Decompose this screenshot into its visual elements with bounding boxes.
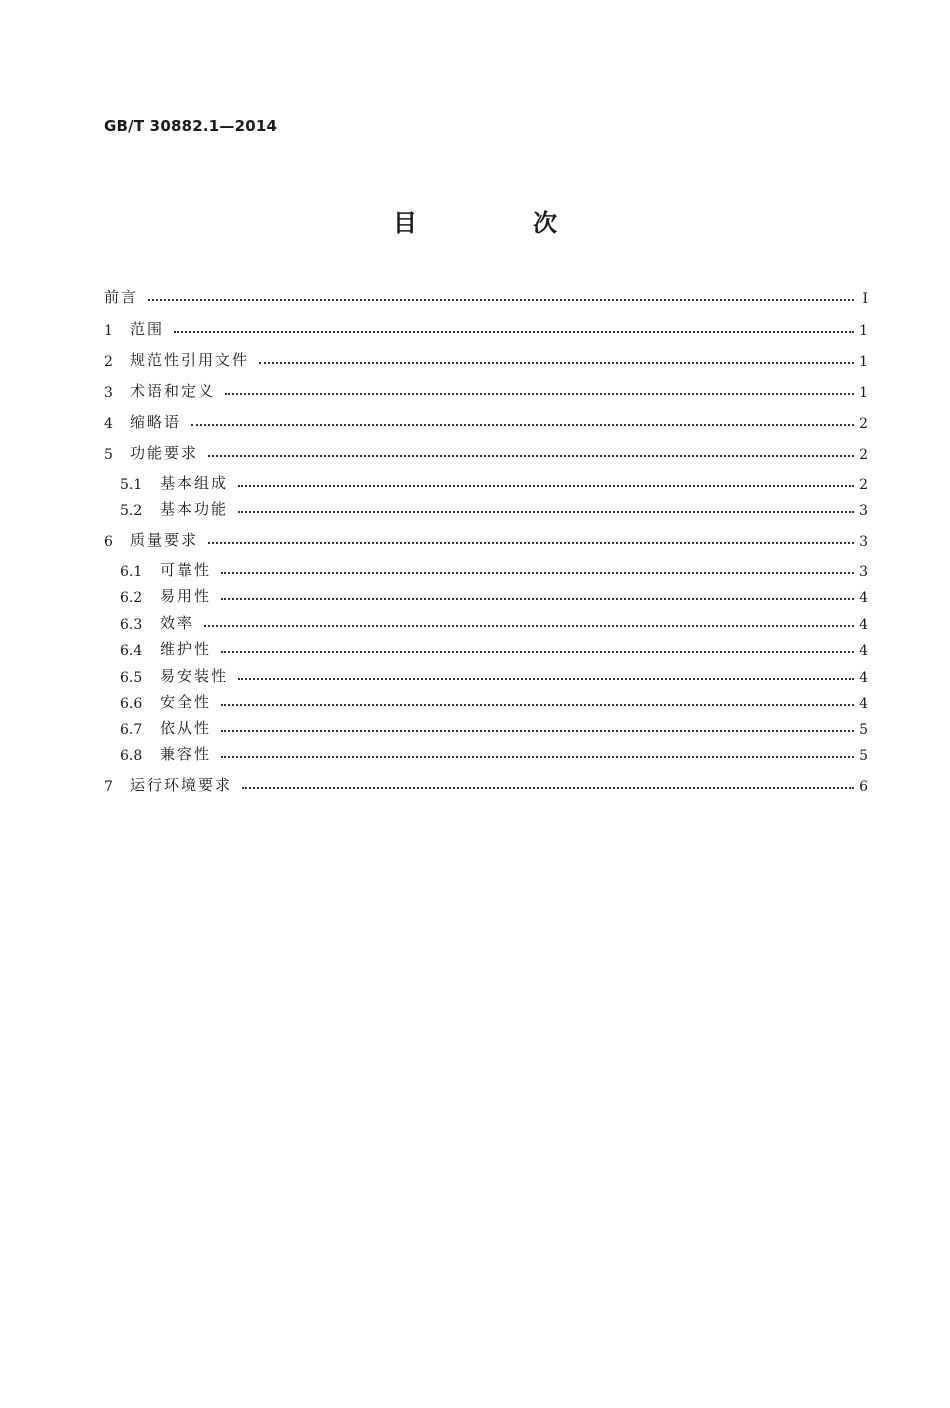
toc-entry-page: 4 bbox=[859, 643, 868, 659]
toc-entry-page: Ⅰ bbox=[862, 291, 868, 307]
toc-entry-5-1[interactable] bbox=[120, 469, 868, 493]
toc-entry-number: 6.2 bbox=[120, 590, 143, 606]
toc-entry-label: 易用性 bbox=[160, 587, 212, 605]
toc-entry-label: 维护性 bbox=[160, 640, 212, 658]
dot-leader bbox=[238, 511, 854, 513]
toc-entry-number: 6.3 bbox=[120, 617, 143, 633]
toc-entry-number: 5.1 bbox=[120, 477, 143, 493]
toc-entry-number: 1 bbox=[104, 323, 113, 339]
dot-leader bbox=[208, 455, 854, 457]
toc-entry-6-1[interactable] bbox=[120, 556, 868, 580]
toc-entry-5[interactable] bbox=[104, 439, 868, 463]
toc-entry-2[interactable] bbox=[104, 346, 868, 370]
toc-entry-label: 安全性 bbox=[160, 693, 212, 711]
toc-entry-number: 4 bbox=[104, 416, 113, 432]
toc-entry-number: 6.5 bbox=[120, 670, 143, 686]
toc-entry-page: 1 bbox=[859, 385, 868, 401]
dot-leader bbox=[259, 362, 854, 364]
toc-entry-page: 4 bbox=[859, 590, 868, 606]
toc-entry-page: 2 bbox=[859, 477, 868, 493]
toc-entry-page: 4 bbox=[859, 617, 868, 633]
toc-entry-label: 质量要求 bbox=[130, 531, 199, 549]
toc-entry-label: 效率 bbox=[160, 614, 195, 632]
toc-entry-number: 6 bbox=[104, 534, 113, 550]
toc-entry-page: 4 bbox=[859, 670, 868, 686]
toc-entry-5-2[interactable] bbox=[120, 495, 868, 519]
toc-entry-6-3[interactable] bbox=[120, 609, 868, 633]
page-title: 目 次 bbox=[393, 209, 603, 237]
toc-entry-3[interactable] bbox=[104, 377, 868, 401]
toc-entry-label: 易安装性 bbox=[160, 667, 229, 685]
dot-leader bbox=[148, 299, 854, 301]
dot-leader bbox=[238, 485, 854, 487]
toc-entry-page: 6 bbox=[859, 779, 868, 795]
toc-entry-6-6[interactable] bbox=[120, 688, 868, 712]
toc-entry-label: 前言 bbox=[104, 288, 139, 306]
toc-entry-number: 6.1 bbox=[120, 564, 143, 580]
toc-entry-number: 7 bbox=[104, 779, 113, 795]
toc-entry-label: 运行环境要求 bbox=[130, 776, 233, 794]
toc-entry-6[interactable] bbox=[104, 526, 868, 550]
toc-entry-number: 6.7 bbox=[120, 722, 143, 738]
dot-leader bbox=[238, 678, 854, 680]
toc-entry-page: 5 bbox=[859, 722, 868, 738]
toc-entry-number: 2 bbox=[104, 354, 113, 370]
toc-entry-6-7[interactable] bbox=[120, 714, 868, 738]
toc-entry-label: 功能要求 bbox=[130, 444, 199, 462]
toc-entry-label: 基本功能 bbox=[160, 500, 229, 518]
toc-entry-page: 5 bbox=[859, 748, 868, 764]
toc-entry-page: 4 bbox=[859, 696, 868, 712]
dot-leader bbox=[221, 730, 854, 732]
toc-entry-4[interactable] bbox=[104, 408, 868, 432]
toc-entry-1[interactable] bbox=[104, 315, 868, 339]
toc-entry-number: 3 bbox=[104, 385, 113, 401]
dot-leader bbox=[221, 704, 854, 706]
toc-entry-label: 缩略语 bbox=[130, 413, 182, 431]
toc-entry-page: 2 bbox=[859, 447, 868, 463]
dot-leader bbox=[221, 756, 854, 758]
toc-entry-6-8[interactable] bbox=[120, 740, 868, 764]
toc-entry-page: 3 bbox=[859, 503, 868, 519]
toc-entry-number: 5.2 bbox=[120, 503, 143, 519]
toc-entry-label: 术语和定义 bbox=[130, 382, 216, 400]
dot-leader bbox=[221, 651, 854, 653]
standard-code: GB/T 30882.1—2014 bbox=[104, 117, 278, 135]
dot-leader bbox=[225, 393, 854, 395]
dot-leader bbox=[242, 787, 854, 789]
toc-entry-label: 范围 bbox=[130, 320, 165, 338]
dot-leader bbox=[208, 542, 854, 544]
toc-entry-page: 3 bbox=[859, 534, 868, 550]
dot-leader bbox=[221, 572, 854, 574]
toc-entry-6-5[interactable] bbox=[120, 662, 868, 686]
toc-entry-page: 2 bbox=[859, 416, 868, 432]
toc-entry-7[interactable] bbox=[104, 771, 868, 795]
toc-entry-6-4[interactable] bbox=[120, 635, 868, 659]
toc-entry-number: 6.4 bbox=[120, 643, 143, 659]
toc-entry-label: 兼容性 bbox=[160, 745, 212, 763]
dot-leader bbox=[191, 424, 854, 426]
toc-entry-label: 依从性 bbox=[160, 719, 212, 737]
toc-entry-number: 5 bbox=[104, 447, 113, 463]
toc-entry-foreword[interactable] bbox=[104, 283, 868, 307]
dot-leader bbox=[221, 598, 854, 600]
toc-entry-page: 1 bbox=[859, 323, 868, 339]
toc-entry-page: 3 bbox=[859, 564, 868, 580]
toc-entry-6-2[interactable] bbox=[120, 582, 868, 606]
toc-entry-number: 6.8 bbox=[120, 748, 143, 764]
toc-entry-page: 1 bbox=[859, 354, 868, 370]
dot-leader bbox=[174, 331, 854, 333]
toc-entry-number: 6.6 bbox=[120, 696, 143, 712]
toc-entry-label: 规范性引用文件 bbox=[130, 351, 250, 369]
toc-entry-label: 可靠性 bbox=[160, 561, 212, 579]
dot-leader bbox=[204, 625, 854, 627]
toc-entry-label: 基本组成 bbox=[160, 474, 229, 492]
